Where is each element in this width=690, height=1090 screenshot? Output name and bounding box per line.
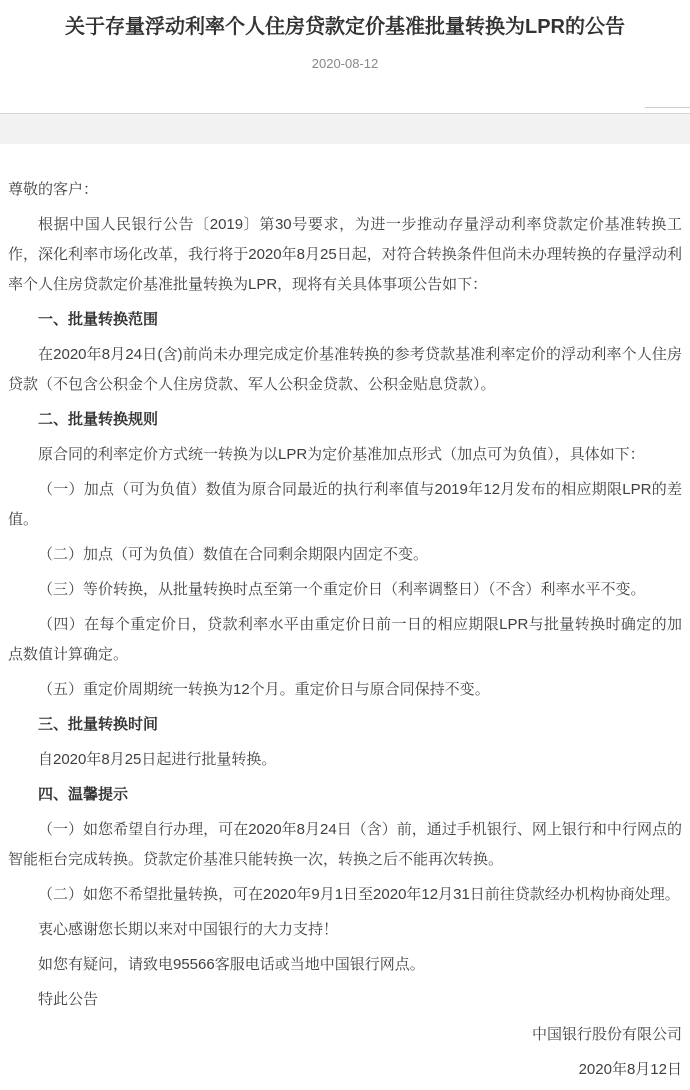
rule-item-5: （五）重定价周期统一转换为12个月。重定价日与原合同保持不变。 bbox=[38, 681, 490, 698]
thanks-line: 衷心感谢您长期以来对中国银行的大力支持！ bbox=[38, 921, 339, 938]
contact-line: 如您有疑问，请致电95566客服电话或当地中国银行网点。 bbox=[38, 956, 425, 973]
section-3-heading: 三、批量转换时间 bbox=[38, 716, 159, 733]
closing-line: 特此公告 bbox=[38, 991, 99, 1008]
rule-item-4: （四）在每个重定价日，贷款利率水平由重定价日前一日的相应期限LPR与批量转换时确定的加点数值计算确定。 bbox=[8, 616, 682, 663]
rule-item-2: （二）加点（可为负值）数值在合同剩余期限内固定不变。 bbox=[38, 546, 429, 563]
top-right-divider-line bbox=[645, 107, 690, 108]
section-2-heading: 二、批量转换规则 bbox=[38, 411, 159, 428]
signature-date: 2020年8月12日 bbox=[578, 1061, 682, 1078]
announcement-header bbox=[0, 0, 690, 72]
announcement-body bbox=[0, 145, 690, 1090]
rule-item-3: （三）等价转换，从批量转换时点至第一个重定价日（利率调整日）（不含）利率水平不变。 bbox=[38, 581, 646, 598]
company-signature: 中国银行股份有限公司 bbox=[531, 1026, 682, 1043]
section-1-body: 在2020年8月24日(含)前尚未办理完成定价基准转换的参考贷款基准利率定价的浮动利率个人住房贷款（不包含公积金个人住房贷款、军人公积金贷款、公积金贴息贷款）。 bbox=[8, 346, 682, 393]
section-4-heading: 四、温馨提示 bbox=[38, 786, 129, 803]
header-divider-band bbox=[0, 113, 690, 144]
intro-paragraph: 根据中国人民银行公告〔2019〕第30号要求，为进一步推动存量浮动利率贷款定价基准转换工作，深化利率市场化改革，我行将于2020年8月25日起，对符合转换条件但尚未办理转换的存量浮动利率个人住房贷款定价基准批量转换为LPR，现将有关具体事项公告如下： bbox=[8, 216, 682, 293]
page-title: 关于存量浮动利率个人住房贷款定价基准批量转换为LPR的公告 bbox=[65, 16, 625, 38]
rule-intro: 原合同的利率定价方式统一转换为以LPR为定价基准加点形式（加点可为负值），具体如下： bbox=[38, 446, 645, 463]
rule-item-1: （一）加点（可为负值）数值为原合同最近的执行利率值与2019年12月发布的相应期限LPR的差值。 bbox=[8, 481, 682, 528]
publish-date: 2020-08-12 bbox=[311, 56, 379, 71]
section-3-body: 自2020年8月25日起进行批量转换。 bbox=[38, 751, 277, 768]
salutation-line: 尊敬的客户： bbox=[8, 181, 99, 198]
tip-item-1: （一）如您希望自行办理，可在2020年8月24日（含）前，通过手机银行、网上银行和中行网点的智能柜台完成转换。贷款定价基准只能转换一次，转换之后不能再次转换。 bbox=[8, 821, 682, 868]
tip-item-2: （二）如您不希望批量转换，可在2020年9月1日至2020年12月31日前往贷款经办机构协商处理。 bbox=[38, 886, 680, 903]
section-1-heading: 一、批量转换范围 bbox=[38, 311, 159, 328]
